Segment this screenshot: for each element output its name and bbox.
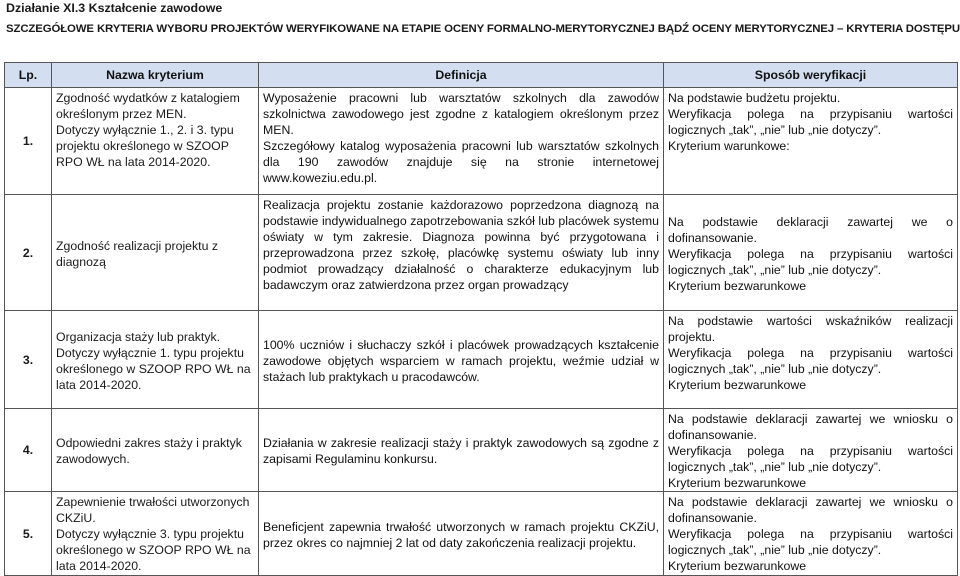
criterion-name (52, 492, 259, 576)
criterion-name-text: Odpowiedni zakres staży i praktyk zawodowych. (56, 436, 242, 466)
criterion-verification (664, 492, 958, 576)
criterion-definition-text: Wyposażenie pracowni lub warsztatów szkolnych dla zawodów szkolnictwa zawodowego jest zgodne z katalogiem określonym przez MEN. Szczegółowy katalog wyposażenia pracowni lub warsztatów szkolnych dla 190 zawodów znajduje się na stronie internetowej www.koweziu.edu.pl. (263, 91, 659, 185)
criterion-verification-text: Na podstawie deklaracji zawartej we wniosku o dofinansowanie. Weryfikacja polega na przypisaniu wartości logicznych „tak”, „nie” lub „nie dotyczy”. Kryterium bezwarunkowe (668, 495, 953, 573)
criterion-definition-text: 100% uczniów i słuchaczy szkół i placówek prowadzących kształcenie zawodowe objętych wsparciem w ramach projektu, weźmie udział w stażach lub praktykach u pracodawców. (263, 337, 659, 384)
row-number: 1. (5, 88, 52, 195)
criterion-name-text: Zapewnienie trwałości utworzonych CKZiU. Dotyczy wyłącznie 3. typu projektu określonego w SZOOP RPO WŁ na lata 2014-2020. (56, 495, 251, 573)
table-row (5, 409, 958, 492)
page-subheading: SZCZEGÓŁOWE KRYTERIA WYBORU PROJEKTÓW WERYFIKOWANE NA ETAPIE OCENY FORMALNO-MERYTORYCZNEJ BĄDŹ OCENY MERYTORYCZNEJ – KRYTERIA DOSTĘPU (6, 23, 960, 35)
page-heading: Działanie XI.3 Kształcenie zawodowe (6, 1, 223, 15)
criterion-verification (664, 195, 958, 311)
criterion-name (52, 195, 259, 311)
column-header-verification: Sposób weryfikacji (664, 63, 958, 88)
table-row (5, 88, 958, 195)
criterion-definition (259, 492, 664, 576)
criterion-definition-text: Realizacja projektu zostanie każdorazowo poprzedzona diagnozą na podstawie indywidualnego zapotrzebowania szkół lub placówek systemu oświaty w tym zakresie. Diagnoza powinna być przygotowana i przeprowadzona przez szkołę, placówkę systemu oświaty lub inny podmiot prowadzący działalność o charakterze edukacyjnym lub badawczym oraz zatwierdzona przez organ prowadzący (263, 198, 659, 292)
row-number: 3. (5, 311, 52, 409)
criterion-definition-text: Działania w zakresie realizacji staży i praktyk zawodowych są zgodne z zapisami Regulaminu konkursu. (263, 436, 659, 466)
criterion-verification (664, 88, 958, 195)
criterion-definition (259, 409, 664, 492)
criterion-definition-text: Beneficjent zapewnia trwałość utworzonych w ramach projektu CKZiU, przez okres co najmniej 2 lat od daty zakończenia realizacji projektu. (263, 519, 659, 550)
criterion-definition (259, 195, 664, 311)
criterion-name (52, 311, 259, 409)
criterion-verification (664, 311, 958, 409)
table-row (5, 311, 958, 409)
criterion-name-text: Zgodność realizacji projektu z diagnozą (56, 238, 218, 269)
column-header-lp: Lp. (5, 63, 52, 88)
table-row (5, 492, 958, 576)
criterion-verification-text: Na podstawie wartości wskaźników realizacji projektu. Weryfikacja polega na przypisaniu wartości logicznych „tak”, „nie” lub „nie dotyczy”. Kryterium bezwarunkowe (668, 314, 953, 392)
criterion-definition (259, 311, 664, 409)
row-number: 2. (5, 195, 52, 311)
criterion-name (52, 409, 259, 492)
criterion-name (52, 88, 259, 195)
column-header-definition: Definicja (259, 63, 664, 88)
row-number: 4. (5, 409, 52, 492)
criterion-verification-text: Na podstawie deklaracji zawartej we wniosku o dofinansowanie. Weryfikacja polega na przypisaniu wartości logicznych „tak”, „nie” lub „nie dotyczy”. Kryterium bezwarunkowe (668, 412, 953, 490)
criterion-verification (664, 409, 958, 492)
table-row (5, 195, 958, 311)
criterion-name-text: Zgodność wydatków z katalogiem określonym przez MEN. Dotyczy wyłącznie 1., 2. i 3. typu projektu określonego w SZOOP RPO WŁ na lata 2014-2020. (56, 91, 240, 169)
criterion-verification-text: Na podstawie deklaracji zawartej we o dofinansowanie. Weryfikacja polega na przypisaniu wartości logicznych „tak”, „nie” lub „nie dotyczy”. Kryterium bezwarunkowe (668, 214, 953, 293)
criteria-table (4, 62, 958, 576)
column-header-name: Nazwa kryterium (52, 63, 259, 88)
table-header-row (5, 63, 958, 88)
criterion-definition (259, 88, 664, 195)
criterion-name-text: Organizacja staży lub praktyk. Dotyczy wyłącznie 1. typu projektu określonego w SZOOP RPO WŁ na lata 2014-2020. (56, 329, 251, 392)
criterion-verification-text: Na podstawie budżetu projektu. Weryfikacja polega na przypisaniu wartości logicznych „tak”, „nie” lub „nie dotyczy”. Kryterium warunkowe: (668, 91, 953, 153)
row-number: 5. (5, 492, 52, 576)
